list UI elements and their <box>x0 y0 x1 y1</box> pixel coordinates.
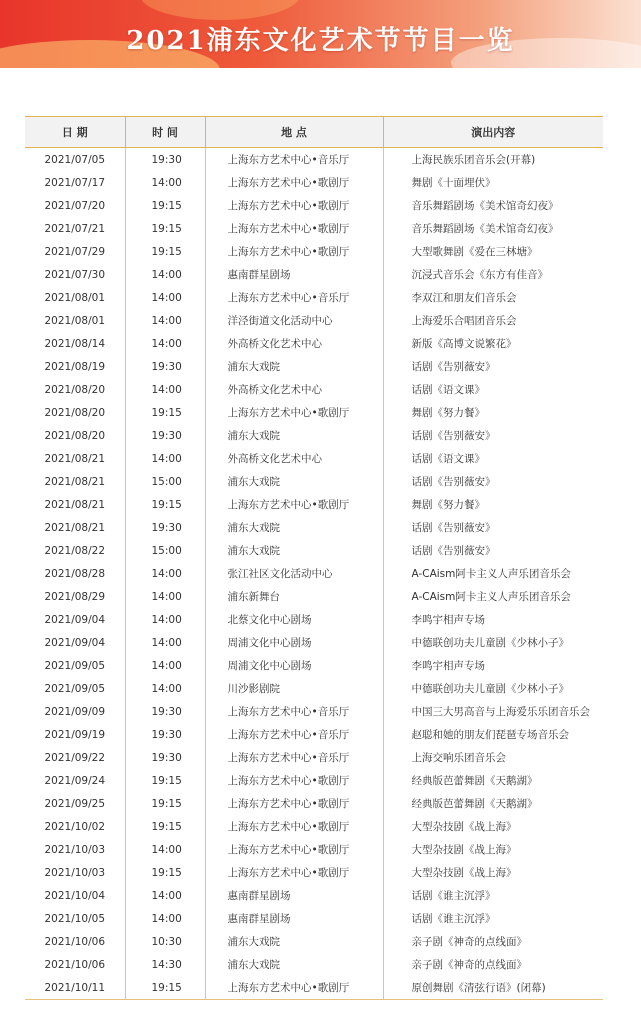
time-cell: 19:15 <box>125 815 205 838</box>
show-cell: 大型歌舞剧《爱在三林塘》 <box>383 240 603 263</box>
venue-cell: 上海东方艺术中心•歌剧厅 <box>205 171 383 194</box>
date-cell: 2021/08/01 <box>44 291 106 304</box>
time-cell: 14:00 <box>125 171 205 194</box>
time-cell: 19:15 <box>125 217 205 240</box>
date-cell: 2021/08/20 <box>44 406 106 419</box>
time-cell: 19:15 <box>125 194 205 217</box>
venue-cell: 上海东方艺术中心•音乐厅 <box>205 148 383 172</box>
date-cell: 2021/08/14 <box>44 337 106 350</box>
show-cell: 上海交响乐团音乐会 <box>383 746 603 769</box>
table-row <box>25 907 603 930</box>
table-row <box>25 884 603 907</box>
date-cell: 2021/09/04 <box>44 636 106 649</box>
venue-cell: 浦东大戏院 <box>205 516 383 539</box>
date-cell: 2021/08/21 <box>44 521 106 534</box>
date-cell: 2021/10/06 <box>44 958 106 971</box>
time-cell: 15:00 <box>125 539 205 562</box>
show-cell: 舞剧《努力餐》 <box>383 493 603 516</box>
venue-cell: 浦东大戏院 <box>205 953 383 976</box>
show-cell: A-CAism阿卡主义人声乐团音乐会 <box>383 585 603 608</box>
table-row <box>25 240 603 263</box>
venue-cell: 上海东方艺术中心•歌剧厅 <box>205 194 383 217</box>
show-cell: 话剧《语文课》 <box>383 447 603 470</box>
time-cell: 14:00 <box>125 585 205 608</box>
table-row <box>25 769 603 792</box>
time-cell: 19:30 <box>125 700 205 723</box>
show-cell: 经典版芭蕾舞剧《天鹅湖》 <box>383 792 603 815</box>
show-cell: 话剧《谁主沉浮》 <box>383 907 603 930</box>
time-cell: 14:00 <box>125 884 205 907</box>
time-cell: 14:00 <box>125 562 205 585</box>
table-header-row <box>25 117 603 148</box>
show-cell: 李鸣宇相声专场 <box>383 608 603 631</box>
venue-cell: 浦东新舞台 <box>205 585 383 608</box>
show-cell: 话剧《告别薇安》 <box>383 516 603 539</box>
time-cell: 19:15 <box>125 861 205 884</box>
time-cell: 14:30 <box>125 953 205 976</box>
table-row <box>25 355 603 378</box>
show-cell: 赵聪和她的朋友们琵琶专场音乐会 <box>383 723 603 746</box>
table-row <box>25 332 603 355</box>
table-row <box>25 309 603 332</box>
venue-cell: 上海东方艺术中心•音乐厅 <box>205 700 383 723</box>
date-cell: 2021/07/05 <box>44 153 106 166</box>
time-cell: 19:15 <box>125 792 205 815</box>
date-cell: 2021/10/03 <box>44 866 106 879</box>
time-cell: 14:00 <box>125 631 205 654</box>
time-cell: 19:30 <box>125 516 205 539</box>
venue-cell: 上海东方艺术中心•音乐厅 <box>205 723 383 746</box>
table-row <box>25 194 603 217</box>
show-cell: 音乐舞蹈剧场《美术馆奇幻夜》 <box>383 194 603 217</box>
venue-cell: 上海东方艺术中心•音乐厅 <box>205 746 383 769</box>
table-row <box>25 861 603 884</box>
time-cell: 19:15 <box>125 493 205 516</box>
time-cell: 14:00 <box>125 378 205 401</box>
date-cell: 2021/08/20 <box>44 429 106 442</box>
venue-cell: 周浦文化中心剧场 <box>205 631 383 654</box>
show-cell: 李双江和朋友们音乐会 <box>383 286 603 309</box>
show-cell: 沉浸式音乐会《东方有佳音》 <box>383 263 603 286</box>
table-row <box>25 976 603 1000</box>
show-cell: 中德联创功夫儿童剧《少林小子》 <box>383 631 603 654</box>
show-cell: 中德联创功夫儿童剧《少林小子》 <box>383 677 603 700</box>
venue-cell: 上海东方艺术中心•歌剧厅 <box>205 217 383 240</box>
venue-cell: 北蔡文化中心剧场 <box>205 608 383 631</box>
venue-cell: 外高桥文化艺术中心 <box>205 378 383 401</box>
table-row <box>25 838 603 861</box>
date-cell: 2021/08/29 <box>44 590 106 603</box>
table-row <box>25 700 603 723</box>
table-row <box>25 631 603 654</box>
venue-cell: 惠南群星剧场 <box>205 884 383 907</box>
time-cell: 14:00 <box>125 608 205 631</box>
venue-cell: 周浦文化中心剧场 <box>205 654 383 677</box>
table-row <box>25 447 603 470</box>
table-row <box>25 677 603 700</box>
venue-cell: 浦东大戏院 <box>205 424 383 447</box>
column-header-date: 日 期 <box>25 117 125 148</box>
time-cell: 10:30 <box>125 930 205 953</box>
table-row <box>25 792 603 815</box>
date-cell: 2021/09/05 <box>44 682 106 695</box>
venue-cell: 外高桥文化艺术中心 <box>205 332 383 355</box>
time-cell: 19:15 <box>125 769 205 792</box>
time-cell: 15:00 <box>125 470 205 493</box>
time-cell: 19:30 <box>125 424 205 447</box>
venue-cell: 浦东大戏院 <box>205 355 383 378</box>
date-cell: 2021/10/06 <box>44 935 106 948</box>
show-cell: 经典版芭蕾舞剧《天鹅湖》 <box>383 769 603 792</box>
venue-cell: 惠南群星剧场 <box>205 907 383 930</box>
date-cell: 2021/08/20 <box>44 383 106 396</box>
time-cell: 14:00 <box>125 447 205 470</box>
date-cell: 2021/09/24 <box>44 774 106 787</box>
venue-cell: 上海东方艺术中心•歌剧厅 <box>205 493 383 516</box>
show-cell: 音乐舞蹈剧场《美术馆奇幻夜》 <box>383 217 603 240</box>
show-cell: 话剧《语文课》 <box>383 378 603 401</box>
date-cell: 2021/10/02 <box>44 820 106 833</box>
date-cell: 2021/07/20 <box>44 199 106 212</box>
time-cell: 14:00 <box>125 654 205 677</box>
table-body <box>25 148 603 1000</box>
venue-cell: 上海东方艺术中心•歌剧厅 <box>205 861 383 884</box>
show-cell: 上海民族乐团音乐会(开幕) <box>383 148 603 172</box>
table-row <box>25 286 603 309</box>
venue-cell: 上海东方艺术中心•歌剧厅 <box>205 401 383 424</box>
date-cell: 2021/08/22 <box>44 544 106 557</box>
table-row <box>25 171 603 194</box>
date-cell: 2021/07/21 <box>44 222 106 235</box>
venue-cell: 上海东方艺术中心•歌剧厅 <box>205 838 383 861</box>
time-cell: 19:15 <box>125 976 205 1000</box>
page-title: 2021浦东文化艺术节节目一览 <box>126 26 515 56</box>
date-cell: 2021/08/28 <box>44 567 106 580</box>
venue-cell: 惠南群星剧场 <box>205 263 383 286</box>
time-cell: 19:15 <box>125 401 205 424</box>
table-row <box>25 539 603 562</box>
date-cell: 2021/09/09 <box>44 705 106 718</box>
venue-cell: 浦东大戏院 <box>205 930 383 953</box>
date-cell: 2021/10/04 <box>44 889 106 902</box>
show-cell: 亲子剧《神奇的点线面》 <box>383 930 603 953</box>
date-cell: 2021/10/05 <box>44 912 106 925</box>
venue-cell: 川沙影剧院 <box>205 677 383 700</box>
show-cell: 话剧《告别薇安》 <box>383 355 603 378</box>
date-cell: 2021/09/22 <box>44 751 106 764</box>
time-cell: 14:00 <box>125 309 205 332</box>
table-row <box>25 723 603 746</box>
venue-cell: 上海东方艺术中心•歌剧厅 <box>205 240 383 263</box>
time-cell: 14:00 <box>125 286 205 309</box>
venue-cell: 上海东方艺术中心•歌剧厅 <box>205 792 383 815</box>
venue-cell: 外高桥文化艺术中心 <box>205 447 383 470</box>
table-row <box>25 516 603 539</box>
table-row <box>25 470 603 493</box>
table-row <box>25 746 603 769</box>
date-cell: 2021/08/21 <box>44 498 106 511</box>
column-header-venue: 地 点 <box>205 117 383 148</box>
show-cell: 中国三大男高音与上海爱乐乐团音乐会 <box>383 700 603 723</box>
time-cell: 14:00 <box>125 332 205 355</box>
date-cell: 2021/08/21 <box>44 452 106 465</box>
venue-cell: 上海东方艺术中心•歌剧厅 <box>205 976 383 1000</box>
date-cell: 2021/10/11 <box>25 976 125 1000</box>
time-cell: 14:00 <box>125 263 205 286</box>
show-cell: 话剧《告别薇安》 <box>383 424 603 447</box>
date-cell: 2021/07/17 <box>44 176 106 189</box>
table-row <box>25 401 603 424</box>
time-cell: 14:00 <box>125 907 205 930</box>
show-cell: 大型杂技剧《战上海》 <box>383 815 603 838</box>
show-cell: 舞剧《努力餐》 <box>383 401 603 424</box>
table-row <box>25 608 603 631</box>
table-row <box>25 562 603 585</box>
table-row <box>25 493 603 516</box>
time-cell: 14:00 <box>125 677 205 700</box>
venue-cell: 上海东方艺术中心•歌剧厅 <box>205 815 383 838</box>
date-cell: 2021/09/05 <box>44 659 106 672</box>
venue-cell: 上海东方艺术中心•歌剧厅 <box>205 769 383 792</box>
venue-cell: 上海东方艺术中心•音乐厅 <box>205 286 383 309</box>
date-cell: 2021/09/19 <box>44 728 106 741</box>
show-cell: 原创舞剧《清弦行语》(闭幕) <box>383 976 603 1000</box>
date-cell: 2021/09/04 <box>44 613 106 626</box>
time-cell: 19:30 <box>125 723 205 746</box>
date-cell: 2021/08/19 <box>44 360 106 373</box>
header-banner <box>0 0 641 68</box>
program-table <box>25 116 603 1000</box>
date-cell: 2021/09/25 <box>44 797 106 810</box>
table-row <box>25 815 603 838</box>
date-cell: 2021/10/03 <box>44 843 106 856</box>
table-row <box>25 424 603 447</box>
column-header-show: 演出内容 <box>383 117 603 148</box>
time-cell: 19:15 <box>125 240 205 263</box>
table-row <box>25 930 603 953</box>
date-cell: 2021/07/30 <box>44 268 106 281</box>
table-row <box>25 585 603 608</box>
date-cell: 2021/07/29 <box>44 245 106 258</box>
show-cell: 新版《高博文说繁花》 <box>383 332 603 355</box>
show-cell: 舞剧《十面埋伏》 <box>383 171 603 194</box>
banner-decoration <box>140 0 300 20</box>
table-row <box>25 378 603 401</box>
venue-cell: 洋泾街道文化活动中心 <box>205 309 383 332</box>
table-row <box>25 953 603 976</box>
time-cell: 14:00 <box>125 838 205 861</box>
date-cell: 2021/08/01 <box>44 314 106 327</box>
show-cell: 李鸣宇相声专场 <box>383 654 603 677</box>
show-cell: 话剧《告别薇安》 <box>383 470 603 493</box>
venue-cell: 张江社区文化活动中心 <box>205 562 383 585</box>
venue-cell: 浦东大戏院 <box>205 470 383 493</box>
time-cell: 19:30 <box>125 746 205 769</box>
time-cell: 19:30 <box>125 148 205 172</box>
show-cell: 大型杂技剧《战上海》 <box>383 838 603 861</box>
show-cell: 话剧《谁主沉浮》 <box>383 884 603 907</box>
table-row <box>25 263 603 286</box>
table-row <box>25 654 603 677</box>
date-cell: 2021/08/21 <box>44 475 106 488</box>
show-cell: 亲子剧《神奇的点线面》 <box>383 953 603 976</box>
program-table-container <box>25 116 603 1000</box>
time-cell: 19:30 <box>125 355 205 378</box>
table-row <box>25 148 603 172</box>
table-row <box>25 217 603 240</box>
show-cell: 大型杂技剧《战上海》 <box>383 861 603 884</box>
show-cell: 话剧《告别薇安》 <box>383 539 603 562</box>
show-cell: 上海爱乐合唱团音乐会 <box>383 309 603 332</box>
venue-cell: 浦东大戏院 <box>205 539 383 562</box>
show-cell: A-CAism阿卡主义人声乐团音乐会 <box>383 562 603 585</box>
column-header-time: 时 间 <box>125 117 205 148</box>
